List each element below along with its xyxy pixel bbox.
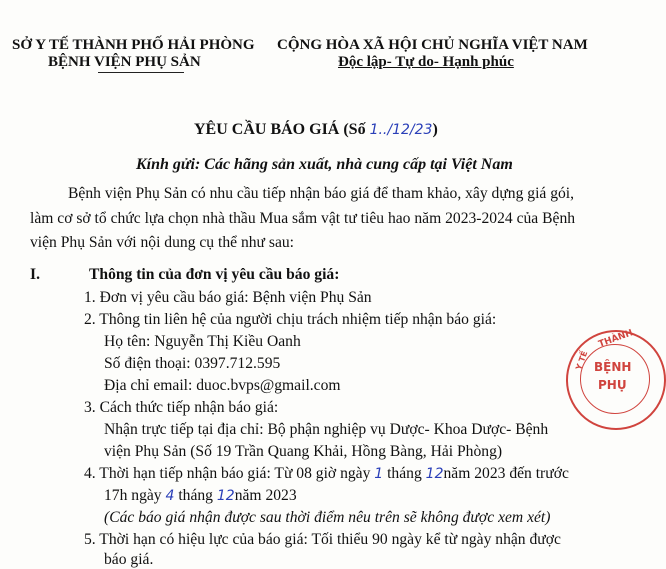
- intro-line-3: viện Phụ Sản với nội dung cụ thể như sau:: [30, 234, 295, 251]
- national-motto: Độc lập- Tự do- Hạnh phúc: [338, 54, 514, 70]
- section-heading: Thông tin của đơn vị yêu cầu báo giá:: [89, 266, 340, 283]
- title-handwritten-number: 1../12/23: [369, 122, 433, 138]
- hospital-name-text: BỆNH VIỆN PHỤ SẢN: [48, 54, 201, 70]
- item-4-line2-a: 17h ngày: [104, 487, 166, 504]
- item-4-text-b: tháng: [383, 465, 426, 482]
- department-name: SỞ Y TẾ THÀNH PHỐ HẢI PHÒNG: [12, 37, 255, 53]
- address-line-1: Nhận trực tiếp tại địa chỉ: Bộ phận nghiệp vụ Dược- Khoa Dược- Bệnh: [104, 421, 549, 438]
- item-4-line-2: [104, 487, 297, 505]
- stamp-text-line1: BỆNH: [594, 360, 632, 374]
- item-5-continued: báo giá.: [104, 551, 154, 568]
- intro-line-2: làm cơ sở tổ chức lựa chọn nhà thầu Mua sắm vật tư tiêu hao năm 2023-2024 của Bệnh: [30, 210, 576, 227]
- item-1: 1. Đơn vị yêu cầu báo giá: Bệnh viện Phụ Sản: [84, 289, 372, 306]
- republic-title: CỘNG HÒA XÃ HỘI CHỦ NGHĨA VIỆT NAM: [277, 37, 588, 53]
- address-line-2: viện Phụ Sản (Số 19 Trần Quang Khải, Hồng Bàng, Hải Phòng): [104, 443, 503, 460]
- hospital-name: [48, 54, 201, 71]
- document-title: [194, 121, 438, 139]
- stamp-text-line2: PHỤ: [598, 378, 627, 392]
- item-2: 2. Thông tin liên hệ của người chịu trách nhiệm tiếp nhận báo giá:: [84, 311, 497, 328]
- item-5: 5. Thời hạn có hiệu lực của báo giá: Tối thiểu 90 ngày kể từ ngày nhận được: [84, 531, 561, 548]
- intro-line-1: Bệnh viện Phụ Sản có nhu cầu tiếp nhận báo giá để tham khảo, xây dựng giá gói,: [68, 185, 575, 202]
- item-4-line2-b: tháng: [174, 487, 217, 504]
- section-number: I.: [30, 266, 40, 283]
- contact-name: Họ tên: Nguyễn Thị Kiều Oanh: [104, 333, 301, 350]
- title-prefix: YÊU CẦU BÁO GIÁ (Số: [194, 121, 370, 138]
- contact-phone: Số điện thoại: 0397.712.595: [104, 355, 281, 372]
- stamp-text-side: Y TẾ: [574, 349, 590, 372]
- item-4-line2-day-handwritten: 4: [165, 488, 175, 504]
- item-4-text-c: năm 2023 đến trước: [443, 465, 569, 482]
- stamp-text-top: THÀNH: [597, 328, 635, 350]
- greeting: Kính gửi: Các hãng sản xuất, nhà cung cấp tại Việt Nam: [136, 156, 513, 173]
- official-stamp: [566, 330, 666, 430]
- item-4-note: (Các báo giá nhận được sau thời điểm nêu trên sẽ không được xem xét): [104, 509, 551, 526]
- item-4-day-handwritten: 1: [374, 466, 384, 482]
- item-4-month-handwritten: 12: [425, 466, 444, 482]
- contact-email: Địa chỉ email: duoc.bvps@gmail.com: [104, 377, 341, 394]
- title-suffix: ): [432, 121, 438, 138]
- hospital-underline: [98, 72, 184, 73]
- item-4-line-1: [84, 465, 569, 483]
- item-4-text-a: 4. Thời hạn tiếp nhận báo giá: Từ 08 giờ ngày: [84, 465, 375, 482]
- item-4-line2-month-handwritten: 12: [216, 488, 235, 504]
- item-4-line2-c: năm 2023: [234, 487, 297, 504]
- item-3: 3. Cách thức tiếp nhận báo giá:: [84, 399, 279, 416]
